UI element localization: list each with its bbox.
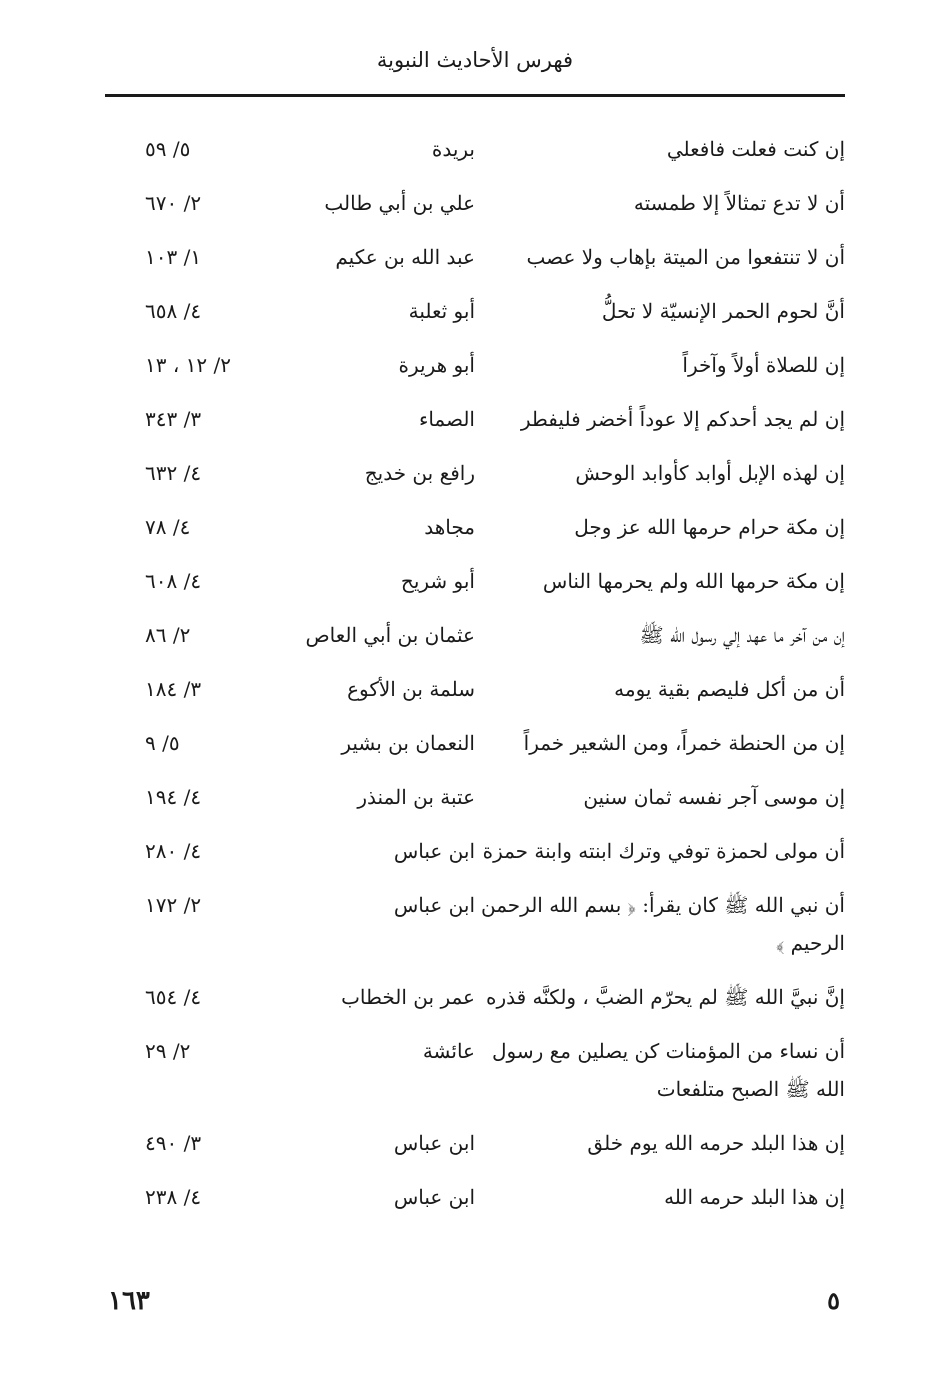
narrator-name: ابن عباس xyxy=(393,1185,475,1209)
hadith-entry xyxy=(105,400,845,438)
hadith-entry xyxy=(105,184,845,222)
page-number: ١٦٣ xyxy=(108,1286,150,1316)
hadith-text: أنَّ لحوم الحمر الإنسيّة لا تحلُّ xyxy=(601,299,845,323)
volume-page-reference: ٥/ ٥٩ xyxy=(145,137,191,161)
hadith-text: إن مكة حرمها الله ولم يحرمها الناس xyxy=(542,569,845,593)
reference-cell xyxy=(105,346,250,384)
narrator-name: عتبة بن المنذر xyxy=(357,785,475,809)
narrator-name: أبو هريرة xyxy=(398,353,475,377)
reference-cell xyxy=(105,508,250,546)
volume-page-reference: ٣/ ٣٤٣ xyxy=(145,407,202,431)
reference-cell xyxy=(105,886,250,924)
volume-page-reference: ١/ ١٠٣ xyxy=(145,245,202,269)
hadith-text: إن من آخر ما عهد إلي رسول الله ﷺ xyxy=(639,623,845,647)
reference-cell xyxy=(105,616,250,654)
hadith-entry xyxy=(105,778,845,816)
volume-page-reference: ٤/ ٦٥٤ xyxy=(145,985,202,1009)
narrator-name: مجاهد xyxy=(424,515,475,539)
hadith-entry xyxy=(105,832,845,870)
reference-cell xyxy=(105,562,250,600)
page-title: فهرس الأحاديث النبوية xyxy=(376,48,574,72)
hadith-entry xyxy=(105,886,845,962)
volume-page-reference: ٤/ ٦٥٨ xyxy=(145,299,202,323)
hadith-text: إن كنت فعلت فافعلي xyxy=(666,137,845,161)
hadith-entry xyxy=(105,1032,845,1108)
volume-page-reference: ٤/ ٦٣٢ xyxy=(145,461,202,485)
hadith-entry xyxy=(105,616,845,654)
hadith-text: إن من الحنطة خمراً، ومن الشعير خمراً xyxy=(523,731,845,755)
volume-page-reference: ٥/ ٩ xyxy=(145,731,180,755)
narrator-name: ابن عباس xyxy=(393,1131,475,1155)
volume-page-reference: ٢/ ٦٧٠ xyxy=(145,191,202,215)
reference-cell xyxy=(105,238,250,276)
hadith-entry xyxy=(105,978,845,1016)
hadith-entry xyxy=(105,562,845,600)
narrator-name: رافع بن خديج xyxy=(364,461,475,485)
hadith-text: إن لهذه الإبل أوابد كأوابد الوحش xyxy=(575,461,845,485)
hadith-text: أن مولى لحمزة توفي وترك ابنته وابنة حمزة xyxy=(482,839,845,863)
reference-cell xyxy=(105,400,250,438)
volume-page-reference: ٤/ ١٩٤ xyxy=(145,785,202,809)
hadith-entry xyxy=(105,508,845,546)
reference-cell xyxy=(105,1124,250,1162)
narrator-name: عبد الله بن عكيم xyxy=(335,245,475,269)
hadith-text: أن لا تدع تمثالاً إلا طمسته xyxy=(633,191,845,215)
hadith-index-list xyxy=(105,130,845,1232)
reference-cell xyxy=(105,832,250,870)
hadith-entry xyxy=(105,292,845,330)
reference-cell xyxy=(105,292,250,330)
narrator-name: ابن عباس xyxy=(393,893,475,917)
hadith-text: أن نساء من المؤمنات كن يصلين مع رسول الله ﷺ الصبح متلفعات xyxy=(492,1039,845,1101)
hadith-entry xyxy=(105,238,845,276)
page-header xyxy=(105,48,845,86)
reference-cell xyxy=(105,1032,250,1070)
hadith-text: إن موسى آجر نفسه ثمان سنين xyxy=(583,785,845,809)
narrator-name: أبو شريح xyxy=(400,569,475,593)
hadith-entry xyxy=(105,130,845,168)
volume-page-reference: ٤/ ٦٠٨ xyxy=(145,569,202,593)
hadith-text: إن مكة حرام حرمها الله عز وجل xyxy=(574,515,845,539)
hadith-entry xyxy=(105,346,845,384)
section-number: ٥ xyxy=(827,1286,840,1315)
volume-page-reference: ٣/ ١٨٤ xyxy=(145,677,202,701)
hadith-entry xyxy=(105,1178,845,1216)
narrator-name: عائشة xyxy=(422,1039,475,1063)
hadith-text: إن لم يجد أحدكم إلا عوداً أخضر فليفطر xyxy=(520,407,845,431)
narrator-name: بريدة xyxy=(431,137,475,161)
volume-page-reference: ٤/ ٢٣٨ xyxy=(145,1185,202,1209)
narrator-name: النعمان بن بشير xyxy=(341,731,475,755)
reference-cell xyxy=(105,778,250,816)
reference-cell xyxy=(105,184,250,222)
hadith-text: أن لا تنتفعوا من الميتة بإهاب ولا عصب xyxy=(526,245,845,269)
narrator-name: عثمان بن أبي العاص xyxy=(305,623,475,647)
hadith-text: إن هذا البلد حرمه الله xyxy=(664,1185,845,1209)
reference-cell xyxy=(105,130,250,168)
volume-page-reference: ٢/ ٢٩ xyxy=(145,1039,191,1063)
hadith-text: إن للصلاة أولاً وآخراً xyxy=(682,353,845,377)
narrator-name: عمر بن الخطاب xyxy=(341,985,475,1009)
narrator-name: أبو ثعلبة xyxy=(408,299,475,323)
hadith-entry xyxy=(105,454,845,492)
hadith-text: أن نبي الله ﷺ كان يقرأ: ﴿ بسم الله الرحمن الرحيم ﴾ xyxy=(481,893,845,955)
narrator-name: سلمة بن الأكوع xyxy=(347,677,475,701)
volume-page-reference: ٢/ ٨٦ xyxy=(145,623,191,647)
header-divider xyxy=(105,94,845,97)
volume-page-reference: ٢/ ١٧٢ xyxy=(145,893,202,917)
volume-page-reference: ٤/ ٢٨٠ xyxy=(145,839,202,863)
reference-cell xyxy=(105,670,250,708)
hadith-text: إن هذا البلد حرمه الله يوم خلق xyxy=(587,1131,845,1155)
hadith-entry xyxy=(105,1124,845,1162)
volume-page-reference: ٣/ ٤٩٠ xyxy=(145,1131,202,1155)
volume-page-reference: ٢/ ١٢ ، ١٣ xyxy=(145,353,231,377)
narrator-name: ابن عباس xyxy=(393,839,475,863)
volume-page-reference: ٤/ ٧٨ xyxy=(145,515,191,539)
hadith-entry xyxy=(105,670,845,708)
reference-cell xyxy=(105,724,250,762)
reference-cell xyxy=(105,454,250,492)
hadith-text: إنَّ نبيَّ الله ﷺ لم يحرّم الضبَّ ، ولكنَّه قذره xyxy=(485,985,845,1009)
hadith-entry xyxy=(105,724,845,762)
reference-cell xyxy=(105,1178,250,1216)
hadith-text: أن من أكل فليصم بقية يومه xyxy=(614,677,845,701)
narrator-name: علي بن أبي طالب xyxy=(324,191,475,215)
narrator-name: الصماء xyxy=(418,407,475,431)
reference-cell xyxy=(105,978,250,1016)
